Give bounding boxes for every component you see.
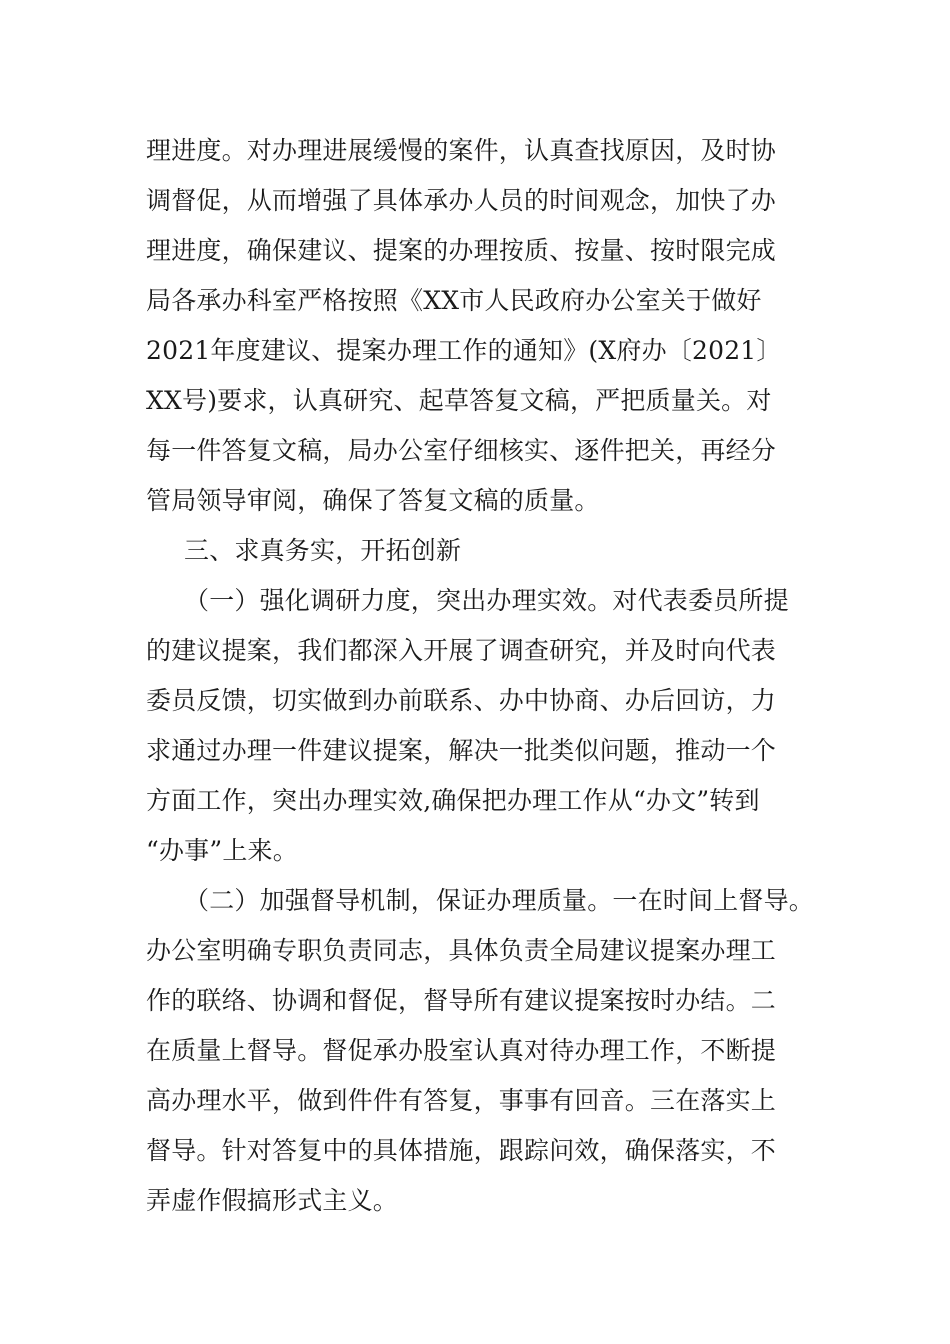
text-line: 督导。针对答复中的具体措施，跟踪问效，确保落实，不	[146, 1136, 777, 1165]
text-line: 方面工作，突出办理实效,确保把办理工作从“办文”转到	[146, 786, 760, 815]
text-line: “办事”上来。	[146, 836, 298, 865]
text-line: 管局领导审阅，确保了答复文稿的质量。	[146, 486, 600, 515]
paragraph-start-line: （一）强化调研力度，突出办理实效。对代表委员所提	[184, 586, 789, 615]
text-line: 作的联络、协调和督促，督导所有建议提案按时办结。二	[146, 986, 777, 1015]
text-line: XX号)要求，认真研究、起草答复文稿，严把质量关。对	[146, 386, 772, 415]
text-line: 弄虚作假搞形式主义。	[146, 1186, 399, 1215]
text-line: 理进度，确保建议、提案的办理按质、按量、按时限完成	[146, 236, 777, 265]
paragraph-start-line: （二）加强督导机制，保证办理质量。一在时间上督导。	[184, 886, 815, 915]
text-line: 2021年度建议、提案办理工作的通知》(X府办〔2021〕	[146, 336, 782, 365]
text-line: 办公室明确专职负责同志，具体负责全局建议提案办理工	[146, 936, 777, 965]
text-line: 在质量上督导。督促承办股室认真对待办理工作，不断提	[146, 1036, 777, 1065]
text-line: 理进度。对办理进展缓慢的案件，认真查找原因，及时协	[146, 136, 777, 165]
text-line: 每一件答复文稿，局办公室仔细核实、逐件把关，再经分	[146, 436, 777, 465]
section-heading: 三、求真务实，开拓创新	[184, 536, 462, 565]
text-line: 委员反馈，切实做到办前联系、办中协商、办后回访，力	[146, 686, 777, 715]
text-line: 的建议提案，我们都深入开展了调查研究，并及时向代表	[146, 636, 777, 665]
text-line: 调督促，从而增强了具体承办人员的时间观念，加快了办	[146, 186, 777, 215]
text-line: 高办理水平，做到件件有答复，事事有回音。三在落实上	[146, 1086, 777, 1115]
text-line: 求通过办理一件建议提案，解决一批类似问题，推动一个	[146, 736, 777, 765]
text-line: 局各承办科室严格按照《XX市人民政府办公室关于做好	[146, 286, 762, 315]
